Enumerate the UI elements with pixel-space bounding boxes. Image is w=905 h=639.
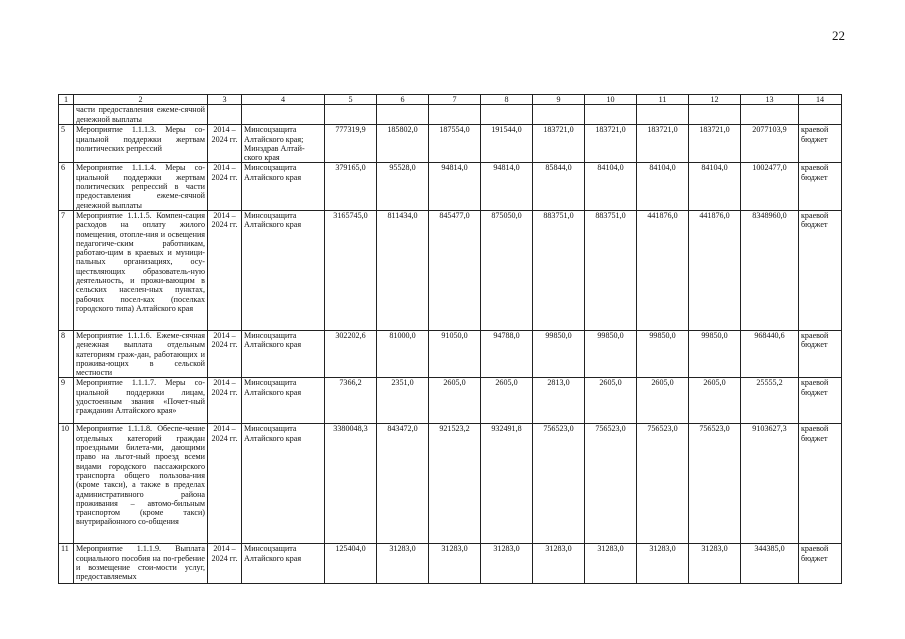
column-header-4: 4 <box>242 95 325 105</box>
funding-source: краевой бюджет <box>799 424 842 544</box>
period: 2014 – 2024 гг. <box>208 378 242 424</box>
column-header-1: 1 <box>59 95 74 105</box>
value-cell: 94788,0 <box>481 330 533 377</box>
value-cell: 3165745,0 <box>325 210 377 330</box>
row-number: 5 <box>59 125 74 163</box>
value-cell: 2605,0 <box>585 378 637 424</box>
value-cell: 183721,0 <box>533 125 585 163</box>
value-cell <box>377 105 429 125</box>
column-header-7: 7 <box>429 95 481 105</box>
value-cell: 99850,0 <box>637 330 689 377</box>
period: 2014 – 2024 гг. <box>208 210 242 330</box>
value-cell: 2605,0 <box>481 378 533 424</box>
value-cell: 3380048,3 <box>325 424 377 544</box>
table-row <box>59 125 842 163</box>
value-cell: 845477,0 <box>429 210 481 330</box>
measure-name: Мероприятие 1.1.1.4. Меры со-циальной поддержки жертвам политических репрессий в части предоставления ежеме-сячной денежной выплаты <box>74 163 208 210</box>
funding-source: краевой бюджет <box>799 544 842 584</box>
value-cell <box>585 105 637 125</box>
value-cell: 94814,0 <box>429 163 481 210</box>
value-cell: 344385,0 <box>741 544 799 584</box>
measure-name: Мероприятие 1.1.1.6. Ежеме-сячная денежная выплата отдельным категориям граж-дан, работающих и прожива-ющих в сельской местности <box>74 330 208 377</box>
value-cell <box>429 105 481 125</box>
column-header-14: 14 <box>799 95 842 105</box>
executor: Минсоцзащита Алтайского края <box>242 378 325 424</box>
value-cell: 811434,0 <box>377 210 429 330</box>
value-cell: 875050,0 <box>481 210 533 330</box>
row-number: 9 <box>59 378 74 424</box>
value-cell: 84104,0 <box>585 163 637 210</box>
table-row <box>59 378 842 424</box>
period: 2014 – 2024 гг. <box>208 424 242 544</box>
value-cell: 2605,0 <box>689 378 741 424</box>
table-row <box>59 330 842 377</box>
value-cell: 843472,0 <box>377 424 429 544</box>
value-cell: 31283,0 <box>689 544 741 584</box>
funding-source: краевой бюджет <box>799 125 842 163</box>
table-row <box>59 163 842 210</box>
table-row <box>59 424 842 544</box>
row-number: 11 <box>59 544 74 584</box>
value-cell: 81000,0 <box>377 330 429 377</box>
value-cell <box>325 105 377 125</box>
value-cell: 31283,0 <box>377 544 429 584</box>
column-header-8: 8 <box>481 95 533 105</box>
measure-name: части предоставления ежеме-сячной денежной выплаты <box>74 105 208 125</box>
measure-name: Мероприятие 1.1.1.9. Выплата социального пособия на по-гребение и возмещение стои-мости услуг, предоставляемых <box>74 544 208 584</box>
row-number: 7 <box>59 210 74 330</box>
value-cell: 1002477,0 <box>741 163 799 210</box>
column-header-5: 5 <box>325 95 377 105</box>
value-cell: 25555,2 <box>741 378 799 424</box>
value-cell <box>689 105 741 125</box>
value-cell: 883751,0 <box>533 210 585 330</box>
value-cell: 883751,0 <box>585 210 637 330</box>
value-cell: 777319,9 <box>325 125 377 163</box>
value-cell: 185802,0 <box>377 125 429 163</box>
value-cell: 756523,0 <box>533 424 585 544</box>
executor: Минсоцзащита Алтайского края <box>242 330 325 377</box>
value-cell: 756523,0 <box>689 424 741 544</box>
period: 2014 – 2024 гг. <box>208 544 242 584</box>
value-cell: 95528,0 <box>377 163 429 210</box>
row-number: 8 <box>59 330 74 377</box>
value-cell: 84104,0 <box>637 163 689 210</box>
value-cell: 91050,0 <box>429 330 481 377</box>
value-cell: 2605,0 <box>637 378 689 424</box>
value-cell: 756523,0 <box>637 424 689 544</box>
value-cell: 441876,0 <box>637 210 689 330</box>
executor: Минсоцзащита Алтайского края <box>242 544 325 584</box>
row-number: 6 <box>59 163 74 210</box>
value-cell: 302202,6 <box>325 330 377 377</box>
value-cell: 84104,0 <box>689 163 741 210</box>
value-cell: 2605,0 <box>429 378 481 424</box>
value-cell: 2077103,9 <box>741 125 799 163</box>
value-cell: 441876,0 <box>689 210 741 330</box>
funding-source: краевой бюджет <box>799 210 842 330</box>
column-header-2: 2 <box>74 95 208 105</box>
row-number <box>59 105 74 125</box>
value-cell: 85844,0 <box>533 163 585 210</box>
measures-table-container <box>58 94 841 584</box>
value-cell: 183721,0 <box>637 125 689 163</box>
value-cell: 191544,0 <box>481 125 533 163</box>
period: 2014 – 2024 гг. <box>208 163 242 210</box>
value-cell <box>481 105 533 125</box>
executor: Минсоцзащита Алтайского края <box>242 210 325 330</box>
value-cell: 932491,8 <box>481 424 533 544</box>
value-cell: 756523,0 <box>585 424 637 544</box>
value-cell: 125404,0 <box>325 544 377 584</box>
funding-source: краевой бюджет <box>799 163 842 210</box>
period: 2014 – 2024 гг. <box>208 125 242 163</box>
table-row <box>59 210 842 330</box>
value-cell: 99850,0 <box>689 330 741 377</box>
column-header-11: 11 <box>637 95 689 105</box>
value-cell: 968440,6 <box>741 330 799 377</box>
value-cell: 187554,0 <box>429 125 481 163</box>
value-cell: 31283,0 <box>637 544 689 584</box>
value-cell: 31283,0 <box>585 544 637 584</box>
value-cell: 921523,2 <box>429 424 481 544</box>
row-number: 10 <box>59 424 74 544</box>
table-body <box>59 95 842 584</box>
measure-name: Мероприятие 1.1.1.7. Меры со-циальной поддержки лицам, удостоенным звания «Почет-ный гражданин Алтайского края» <box>74 378 208 424</box>
measure-name: Мероприятие 1.1.1.3. Меры со-циальной поддержки жертвам политических репрессий <box>74 125 208 163</box>
value-cell: 99850,0 <box>533 330 585 377</box>
executor: Минсоцзащита Алтайского края <box>242 163 325 210</box>
value-cell <box>533 105 585 125</box>
column-header-10: 10 <box>585 95 637 105</box>
column-header-9: 9 <box>533 95 585 105</box>
measures-table <box>58 94 842 584</box>
value-cell: 183721,0 <box>689 125 741 163</box>
table-row <box>59 544 842 584</box>
period <box>208 105 242 125</box>
value-cell: 8348960,0 <box>741 210 799 330</box>
column-header-12: 12 <box>689 95 741 105</box>
value-cell: 7366,2 <box>325 378 377 424</box>
funding-source <box>799 105 842 125</box>
page-number: 22 <box>832 28 845 43</box>
period: 2014 – 2024 гг. <box>208 330 242 377</box>
value-cell: 94814,0 <box>481 163 533 210</box>
table-row <box>59 105 842 125</box>
value-cell: 379165,0 <box>325 163 377 210</box>
executor: Минсоцзащита Алтайского края <box>242 424 325 544</box>
funding-source: краевой бюджет <box>799 378 842 424</box>
value-cell: 31283,0 <box>429 544 481 584</box>
column-header-6: 6 <box>377 95 429 105</box>
measure-name: Мероприятие 1.1.1.8. Обеспе-чение отдельных категорий граждан проездными билета-ми, дающими право на льгот-ный проезд всеми видами городского пассажирского транспорта общего пользова-ния (кроме такси), а также в пределах административного района проживания – автомо-бильным транспортом (кроме такси) внутрирайонного со-общения <box>74 424 208 544</box>
value-cell <box>637 105 689 125</box>
column-header-3: 3 <box>208 95 242 105</box>
funding-source: краевой бюджет <box>799 330 842 377</box>
value-cell <box>741 105 799 125</box>
value-cell: 31283,0 <box>481 544 533 584</box>
measure-name: Мероприятие 1.1.1.5. Компен-сация расходов на оплату жилого помещения, отопле-ния и освещения педагогиче-ским работникам, работаю-щим в краевых и муници-пальных организациях, осу-ществляющих образователь-ную деятельность, и прожи-вающим в сельских населен-ных пунктах, рабочих посел-ках (поселках городского типа) Алтайского края <box>74 210 208 330</box>
value-cell: 99850,0 <box>585 330 637 377</box>
executor <box>242 105 325 125</box>
value-cell: 31283,0 <box>533 544 585 584</box>
value-cell: 9103627,3 <box>741 424 799 544</box>
value-cell: 183721,0 <box>585 125 637 163</box>
value-cell: 2351,0 <box>377 378 429 424</box>
column-header-13: 13 <box>741 95 799 105</box>
table-header-row <box>59 95 842 105</box>
executor: Минсоцзащита Алтайского края; Минздрав Алтай-ского края <box>242 125 325 163</box>
value-cell: 2813,0 <box>533 378 585 424</box>
